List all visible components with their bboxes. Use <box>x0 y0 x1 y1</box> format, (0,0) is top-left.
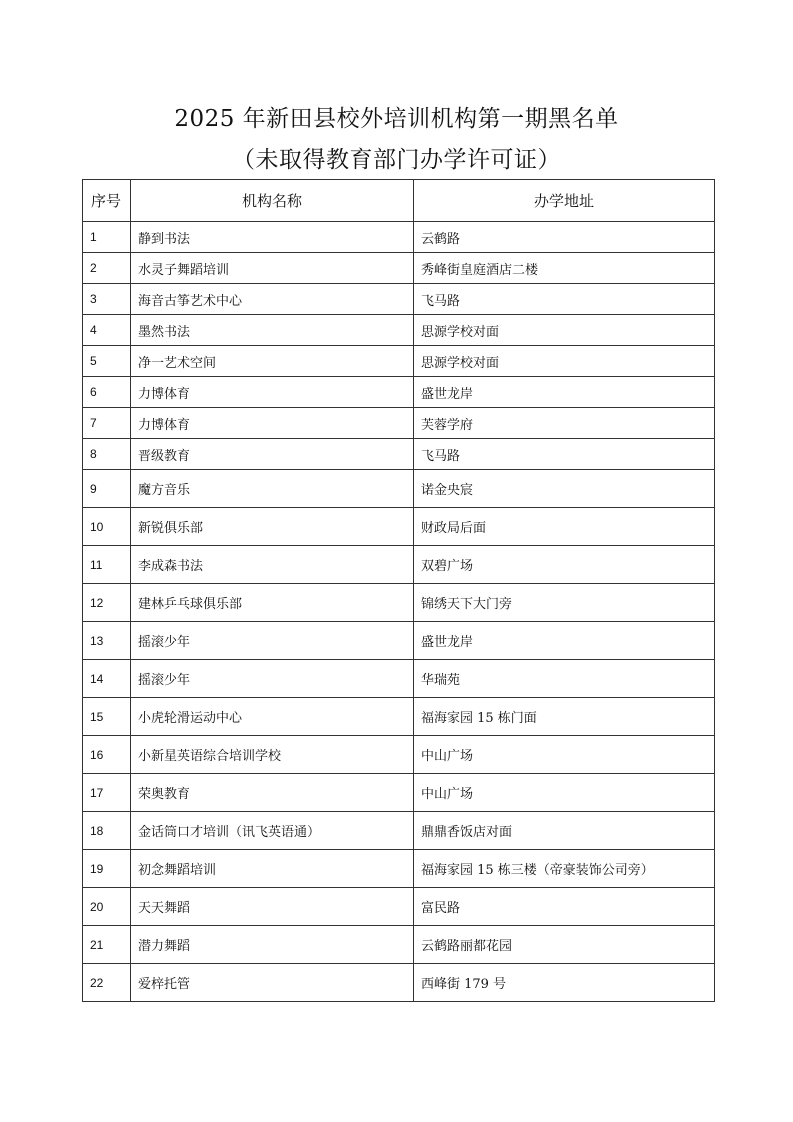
row-serial-number: 5 <box>83 346 131 377</box>
row-serial-number: 9 <box>83 470 131 508</box>
row-serial-number: 16 <box>83 736 131 774</box>
table-row <box>83 698 715 736</box>
row-address: 芙蓉学府 <box>414 408 715 439</box>
table-row <box>83 660 715 698</box>
row-address: 双碧广场 <box>414 546 715 584</box>
document-subtitle: （未取得教育部门办学许可证） <box>232 147 561 173</box>
table-row <box>83 888 715 926</box>
table-row <box>83 315 715 346</box>
row-address: 盛世龙岸 <box>414 622 715 660</box>
row-institution-name: 李成森书法 <box>131 546 414 584</box>
row-address: 盛世龙岸 <box>414 377 715 408</box>
table-header-row <box>83 180 715 222</box>
row-address: 思源学校对面 <box>414 346 715 377</box>
table-row <box>83 774 715 812</box>
document-title: 2025 年新田县校外培训机构第一期黑名单 <box>174 106 619 132</box>
row-address: 鼎鼎香饭店对面 <box>414 812 715 850</box>
table-row <box>83 508 715 546</box>
row-address: 思源学校对面 <box>414 315 715 346</box>
row-serial-number: 20 <box>83 888 131 926</box>
header-address: 办学地址 <box>414 180 715 222</box>
row-serial-number: 3 <box>83 284 131 315</box>
row-institution-name: 新锐俱乐部 <box>131 508 414 546</box>
table-row <box>83 377 715 408</box>
table-row <box>83 850 715 888</box>
row-serial-number: 13 <box>83 622 131 660</box>
row-institution-name: 魔方音乐 <box>131 470 414 508</box>
row-institution-name: 力博体育 <box>131 377 414 408</box>
row-address: 中山广场 <box>414 736 715 774</box>
table-row <box>83 584 715 622</box>
row-address: 富民路 <box>414 888 715 926</box>
row-serial-number: 21 <box>83 926 131 964</box>
row-serial-number: 18 <box>83 812 131 850</box>
row-institution-name: 力博体育 <box>131 408 414 439</box>
row-serial-number: 22 <box>83 964 131 1002</box>
row-institution-name: 金话筒口才培训（讯飞英语通） <box>131 812 414 850</box>
row-serial-number: 14 <box>83 660 131 698</box>
row-institution-name: 净一艺术空间 <box>131 346 414 377</box>
table-row <box>83 284 715 315</box>
table-row <box>83 926 715 964</box>
row-institution-name: 小新星英语综合培训学校 <box>131 736 414 774</box>
row-institution-name: 天天舞蹈 <box>131 888 414 926</box>
row-institution-name: 摇滚少年 <box>131 660 414 698</box>
row-institution-name: 墨然书法 <box>131 315 414 346</box>
row-serial-number: 2 <box>83 253 131 284</box>
row-address: 华瑞苑 <box>414 660 715 698</box>
row-address: 财政局后面 <box>414 508 715 546</box>
row-address: 福海家园 15 栋三楼（帝豪装饰公司旁） <box>414 850 715 888</box>
header-serial-number: 序号 <box>83 180 131 222</box>
row-serial-number: 7 <box>83 408 131 439</box>
table-row <box>83 812 715 850</box>
row-institution-name: 摇滚少年 <box>131 622 414 660</box>
row-institution-name: 静到书法 <box>131 222 414 253</box>
row-serial-number: 10 <box>83 508 131 546</box>
row-institution-name: 初念舞蹈培训 <box>131 850 414 888</box>
row-institution-name: 建林乒乓球俱乐部 <box>131 584 414 622</box>
blacklist-table <box>82 179 715 1002</box>
table-row <box>83 736 715 774</box>
row-serial-number: 11 <box>83 546 131 584</box>
row-address: 飞马路 <box>414 284 715 315</box>
row-address: 西峰街 179 号 <box>414 964 715 1002</box>
row-serial-number: 4 <box>83 315 131 346</box>
row-institution-name: 水灵子舞蹈培训 <box>131 253 414 284</box>
row-institution-name: 荣奥教育 <box>131 774 414 812</box>
table-row <box>83 439 715 470</box>
table-row <box>83 964 715 1002</box>
row-serial-number: 8 <box>83 439 131 470</box>
row-serial-number: 6 <box>83 377 131 408</box>
row-serial-number: 15 <box>83 698 131 736</box>
row-address: 锦绣天下大门旁 <box>414 584 715 622</box>
row-institution-name: 晋级教育 <box>131 439 414 470</box>
row-institution-name: 小虎轮滑运动中心 <box>131 698 414 736</box>
row-address: 飞马路 <box>414 439 715 470</box>
row-address: 诺金央宸 <box>414 470 715 508</box>
row-address: 福海家园 15 栋门面 <box>414 698 715 736</box>
row-institution-name: 爱梓托管 <box>131 964 414 1002</box>
row-serial-number: 17 <box>83 774 131 812</box>
table-row <box>83 222 715 253</box>
table-row <box>83 470 715 508</box>
table-row <box>83 253 715 284</box>
table-row <box>83 408 715 439</box>
table-row <box>83 622 715 660</box>
row-address: 云鹤路丽都花园 <box>414 926 715 964</box>
table-row <box>83 546 715 584</box>
row-address: 云鹤路 <box>414 222 715 253</box>
row-address: 秀峰街皇庭酒店二楼 <box>414 253 715 284</box>
row-address: 中山广场 <box>414 774 715 812</box>
row-institution-name: 潜力舞蹈 <box>131 926 414 964</box>
row-institution-name: 海音古筝艺术中心 <box>131 284 414 315</box>
table-row <box>83 346 715 377</box>
header-institution-name: 机构名称 <box>131 180 414 222</box>
row-serial-number: 19 <box>83 850 131 888</box>
row-serial-number: 12 <box>83 584 131 622</box>
row-serial-number: 1 <box>83 222 131 253</box>
